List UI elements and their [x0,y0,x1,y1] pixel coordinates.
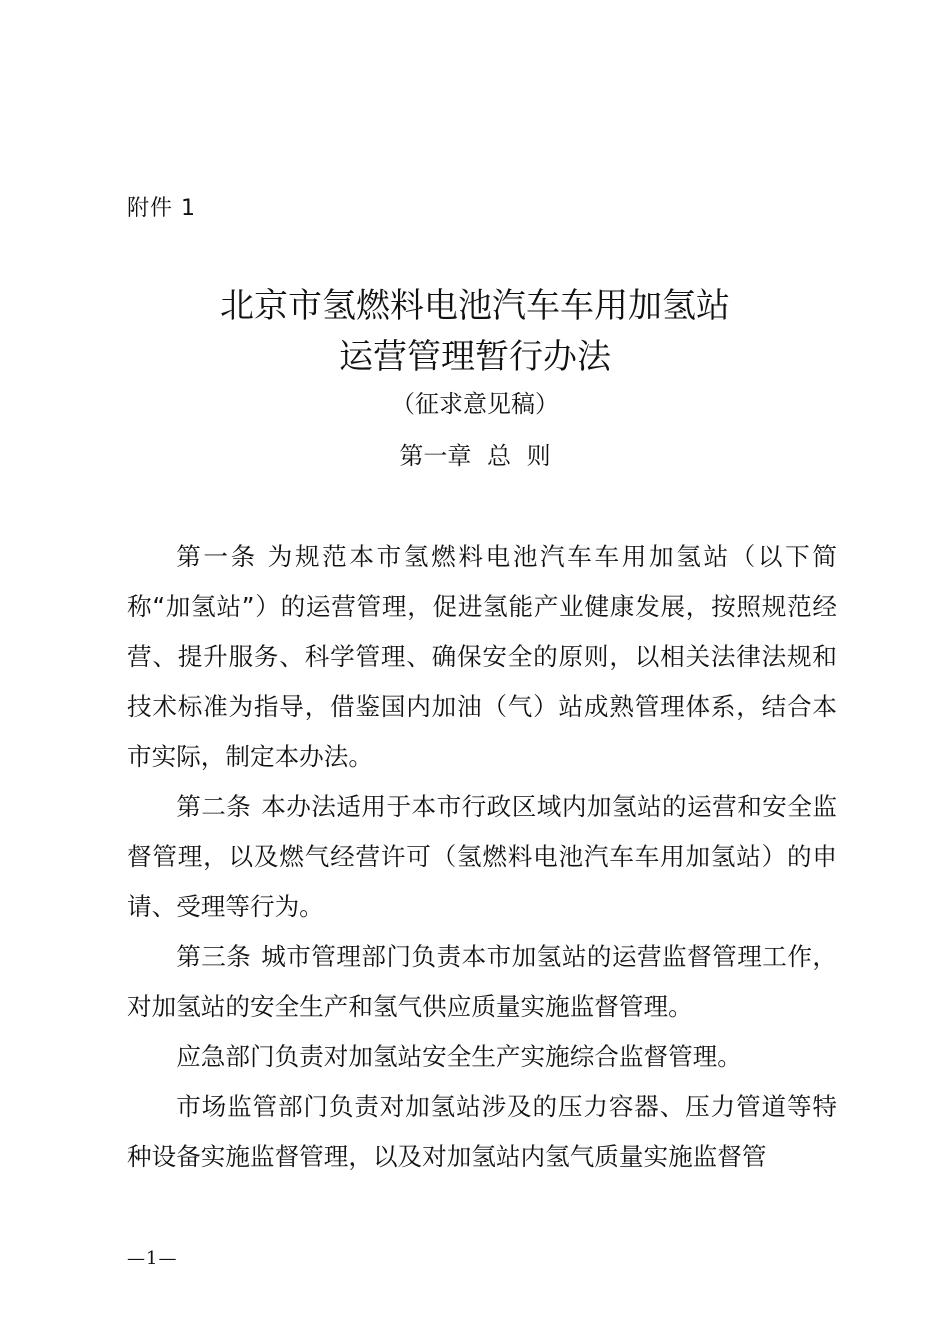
article-text: 本办法适用于本市行政区域内加氢站的运营和安全监督管理，以及燃气经营许可（氢燃料电池汽车车用加氢站）的申请、受理等行为。 [127,792,837,921]
article-paragraph [127,532,837,782]
article-text: 为规范本市氢燃料电池汽车车用加氢站（以下简称“加氢站”）的运营管理，促进氢能产业健康发展，按照规范经营、提升服务、科学管理、确保安全的原则，以相关法律法规和技术标准为指导，借鉴国内加油（气）站成熟管理体系，结合本市实际，制定本办法。 [127,542,837,771]
article-text: 城市管理部门负责本市加氢站的运营监督管理工作，对加氢站的安全生产和氢气供应质量实施监督管理。 [127,942,837,1021]
document-body [127,532,837,1182]
document-subtitle: （征求意见稿） [391,390,559,418]
document-title-line-1: 北京市氢燃料电池汽车车用加氢站 [220,286,730,326]
attachment-label: 附件 1 [127,196,196,221]
article-paragraph [127,782,837,932]
article-number: 第二条 [176,792,252,821]
paragraph-text: 应急部门负责对加氢站安全生产实施综合监督管理。 [176,1042,742,1071]
article-number: 第三条 [176,942,252,971]
article-paragraph [127,932,837,1032]
continuation-paragraph [127,1082,837,1182]
continuation-paragraph [127,1032,837,1082]
document-title-line-2: 运营管理暂行办法 [339,337,611,377]
chapter-heading: 第一章 总 则 [399,442,551,470]
page-number: —1— [127,1248,178,1269]
article-number: 第一条 [176,542,258,571]
paragraph-text: 市场监管部门负责对加氢站涉及的压力容器、压力管道等特种设备实施监督管理，以及对加氢站内氢气质量实施监督管 [127,1092,837,1171]
